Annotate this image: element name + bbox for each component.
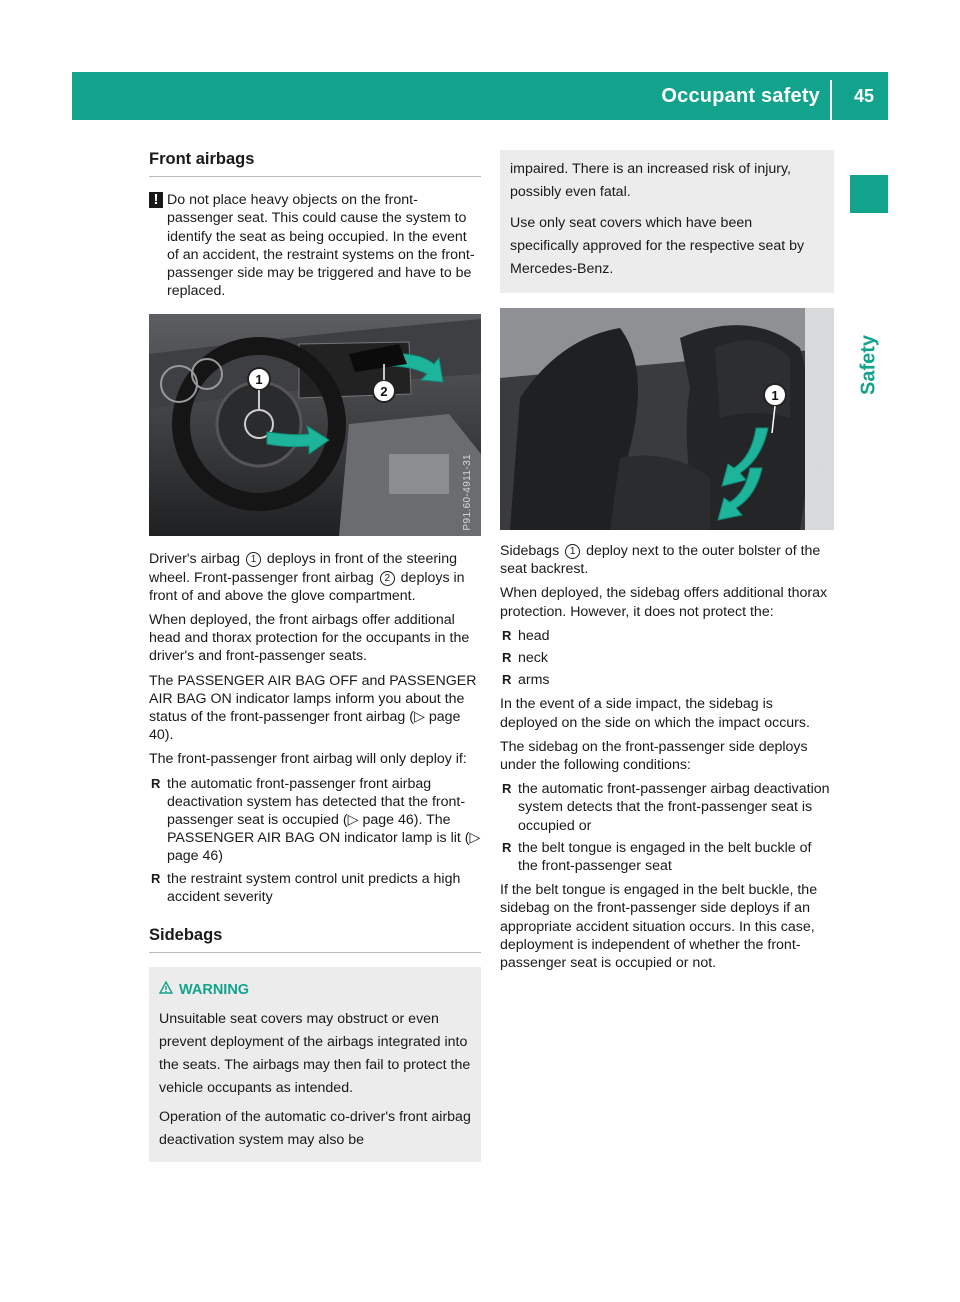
right-column xyxy=(500,150,834,978)
badge-2: 2 xyxy=(380,571,395,586)
warning-triangle-icon xyxy=(159,979,173,1002)
section-title: Occupant safety xyxy=(661,85,820,107)
figure-front-airbags xyxy=(149,314,481,536)
header-divider xyxy=(830,80,832,120)
figure-code: P91.60-4911-31 xyxy=(461,453,473,531)
exclamation-icon: ! xyxy=(149,192,163,208)
list-item: R the automatic front-passenger airbag deactivation system detects that the front-passenger seat is occupied or xyxy=(500,780,834,835)
text-deploys-glove: deploys in front of and above the glove compartment. xyxy=(149,569,465,604)
paragraph-conditions: The sidebag on the front-passenger side deploys under the following conditions: xyxy=(500,738,808,774)
paragraph-deploy-if: The front-passenger front airbag will only deploy if: xyxy=(149,751,467,768)
sidebag-conditions-list xyxy=(500,780,834,875)
warning-title: WARNING xyxy=(159,979,471,1002)
paragraph-indicator-lamps: The PASSENGER AIR BAG OFF and PASSENGER AIR BAG ON indicator lamps inform you about the status of the front-passenger front airbag (▷ page 40). xyxy=(149,672,477,744)
list-item: R arms xyxy=(500,671,834,689)
warning-box xyxy=(149,967,481,1162)
seat-illustration xyxy=(500,308,834,530)
text-driver-airbag: Driver's airbag xyxy=(149,551,241,568)
page-number: 45 xyxy=(853,86,874,106)
badge-1: 1 xyxy=(565,544,580,559)
heading-front-airbags: Front airbags xyxy=(149,150,481,177)
callout-2: 2 xyxy=(380,384,388,400)
text-deploys: deploys in front of the steering wheel. Front-passenger front airbag xyxy=(149,551,457,586)
side-tab[interactable] xyxy=(850,320,888,410)
callout-1: 1 xyxy=(771,388,779,403)
side-tab-label: Safety xyxy=(857,334,880,396)
list-item: R the belt tongue is engaged in the belt buckle of the front-passenger seat xyxy=(500,839,834,875)
note-text: Do not place heavy objects on the front-passenger seat. This could cause the system to identify the seat as being occupied. In the event of an accident, the restraint systems on the front-passenger side may be triggered and have to be replaced. xyxy=(167,192,475,300)
left-column xyxy=(149,150,481,1162)
list-item: R neck xyxy=(500,649,834,667)
header-bar xyxy=(72,72,888,120)
warning-cont-2: Use only seat covers which have been specifically approved for the respective seat by Mercedes-Benz. xyxy=(510,215,805,277)
paragraph-driver-airbag xyxy=(149,550,481,605)
paragraph-thorax: When deployed, the sidebag offers additional thorax protection. However, it does not protect the: xyxy=(500,585,828,620)
text-deploy-next: deploy next to the outer bolster of the seat backrest. xyxy=(500,543,821,578)
paragraph-protection: When deployed, the front airbags offer additional head and thorax protection for the occupants in the driver's and front-passenger seats. xyxy=(149,612,470,665)
warning-text-1: Unsuitable seat covers may obstruct or even prevent deployment of the airbags integrated into the seats. The airbags may then fail to protect the vehicle occupants as intended. xyxy=(159,1011,471,1097)
warning-continuation xyxy=(500,150,834,293)
paragraph-sidebags xyxy=(500,542,834,578)
warning-text-2: Operation of the automatic co-driver's front airbag deactivation system may also be xyxy=(159,1109,471,1149)
list-item: R the restraint system control unit predicts a high accident severity xyxy=(149,870,481,906)
paragraph-belt-tongue: If the belt tongue is engaged in the belt buckle, the sidebag on the front-passenger side deploys if an appropriate accident situation occurs. In this case, deployment is independent of whether the front-passenger seat is occupied or not. xyxy=(500,882,818,972)
heading-sidebags: Sidebags xyxy=(149,926,481,953)
list-item: R head xyxy=(500,627,834,645)
text-sidebags: Sidebags xyxy=(500,543,560,559)
warning-cont-1: impaired. There is an increased risk of injury, possibly even fatal. xyxy=(510,161,791,200)
side-tab-marker xyxy=(850,175,888,213)
paragraph-side-impact: In the event of a side impact, the sidebag is deployed on the side on which the impact occurs. xyxy=(500,696,810,731)
not-protected-list xyxy=(500,627,834,690)
list-item: R the automatic front-passenger front airbag deactivation system has detected that the front-passenger seat is occupied (▷ page 46). The PASSENGER AIR BAG ON indicator lamp is lit (▷ page 46) xyxy=(149,775,481,866)
note-box xyxy=(149,191,481,300)
deploy-conditions-list xyxy=(149,775,481,906)
figure-code: P91.60-4912-31 xyxy=(814,446,826,524)
dashboard-illustration xyxy=(149,314,481,536)
callout-1: 1 xyxy=(255,372,263,388)
badge-1: 1 xyxy=(246,552,261,567)
figure-sidebags xyxy=(500,308,834,530)
